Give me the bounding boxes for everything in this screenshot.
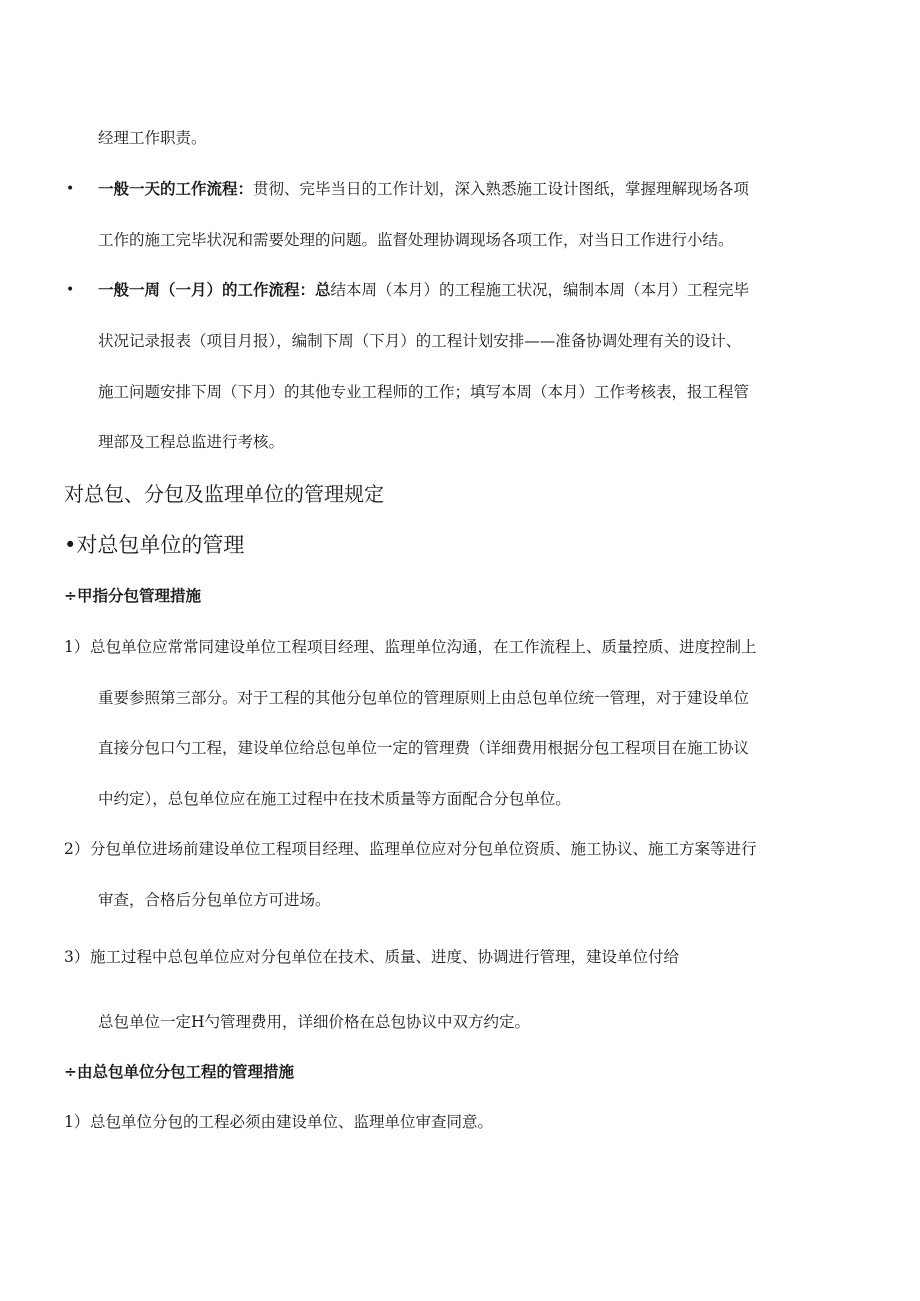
- bullet-paragraph-daily: [98, 179, 749, 199]
- item-text: 施工过程中总包单位应对分包单位在技术、质量、进度、协调进行管理，建设单位付给: [90, 948, 680, 966]
- item-number: 1）: [64, 1113, 90, 1131]
- item-text: 总包单位一定H勺管理费用，详细价格在总包协议中双方约定。: [98, 1013, 531, 1031]
- part-heading: ÷甲指分包管理措施: [64, 586, 201, 605]
- item-text: 重要参照第三部分。对于工程的其他分包单位的管理原则上由总包单位统一管理，对于建设单位: [98, 689, 750, 707]
- bullet-paragraph-weekly: [98, 280, 749, 300]
- part-heading: ÷由总包单位分包工程的管理措施: [64, 1062, 294, 1081]
- item-text: 直接分包口勺工程，建设单位给总包单位一定的管理费（详细费用根据分包工程项目在施工协议: [98, 739, 750, 757]
- bullet-text: 施工问题安排下周（下月）的其他专业工程师的工作；填写本周（本月）工作考核表，报工程管: [98, 383, 750, 401]
- item-text: 审查，合格后分包单位方可进场。: [98, 891, 331, 909]
- item-text: 中约定），总包单位应在施工过程中在技术质量等方面配合分包单位。: [98, 790, 571, 808]
- intro-continuation: 经理工作职责。: [98, 129, 207, 147]
- subsection-title: •对总包单位的管理: [64, 533, 245, 557]
- bullet-marker: •: [66, 181, 75, 197]
- bullet-text: 状况记录报表（项目月报），编制下周（下月）的工程计划安排——准备协调处理有关的设计、: [98, 332, 742, 350]
- item-number: 3）: [64, 948, 90, 966]
- item-number: 2）: [64, 840, 90, 858]
- bullet-text: 工作的施工完毕状况和需要处理的问题。监督处理协调现场各项工作，对当日工作进行小结。: [98, 231, 734, 249]
- section-title: 对总包、分包及监理单位的管理规定: [64, 482, 384, 506]
- bullet-label: 一般一天的工作流程：: [98, 179, 254, 198]
- bullet-label: 一般一周（一月）的工作流程：总: [98, 280, 331, 299]
- bullet-text: 贯彻、完毕当日的工作计划，深入熟悉施工设计图纸，掌握理解现场各项: [253, 180, 750, 198]
- item-text: 总包单位分包的工程必须由建设单位、监理单位审查同意。: [90, 1113, 494, 1131]
- bullet-text: 结本周（本月）的工程施工状况，编制本周（本月）工程完毕: [330, 281, 750, 299]
- item-text: 总包单位应常常同建设单位工程项目经理、监理单位沟通，在工作流程上、质量控质、进度控制上: [90, 638, 757, 656]
- item-text: 分包单位进场前建设单位工程项目经理、监理单位应对分包单位资质、施工协议、施工方案等进行: [90, 840, 757, 858]
- bullet-text: 理部及工程总监进行考核。: [98, 433, 285, 451]
- bullet-marker: •: [66, 282, 75, 298]
- item-number: 1）: [64, 638, 90, 656]
